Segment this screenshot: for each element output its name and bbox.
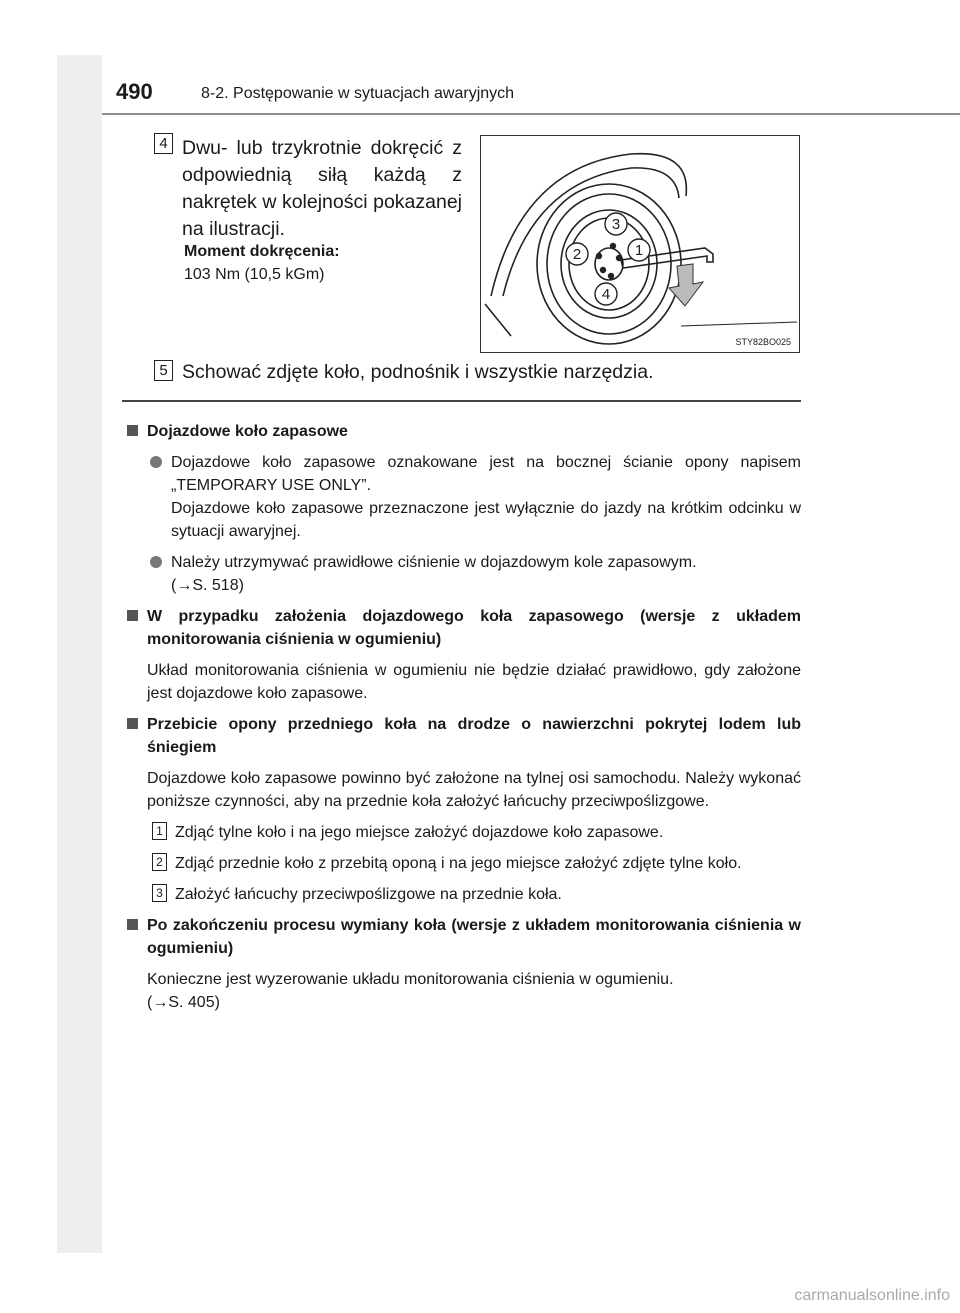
reset-tpms-text: Konieczne jest wyzerowanie układu monitorowania ciśnienia w ogumieniu. bbox=[147, 971, 674, 988]
step-number-badge: 3 bbox=[152, 884, 167, 902]
heading-after-wheel-change: Po zakończeniu procesu wymiany koła (wersje z układem monitorowania ciśnienia w ogumieniu) bbox=[125, 914, 801, 960]
heading-tpms-spare: W przypadku założenia dojazdowego koła zapasowego (wersje z układem monitorowania ciśnienia w ogumieniu) bbox=[125, 605, 801, 651]
step-number-badge: 1 bbox=[152, 822, 167, 840]
bullet-text: Należy utrzymywać prawidłowe ciśnienie w dojazdowym kole zapasowym. bbox=[171, 554, 697, 571]
illus-number-3: 3 bbox=[611, 216, 621, 233]
bullet-temporary-use bbox=[125, 451, 801, 497]
illus-number-2: 2 bbox=[572, 246, 582, 263]
step-5-text: Schować zdjęte koło, podnośnik i wszystkie narzędzia. bbox=[182, 361, 654, 383]
tpms-spare-text: Układ monitorowania ciśnienia w ogumieniu nie będzie działać prawidłowo, gdy założone jest dojazdowe koło zapasowe. bbox=[147, 662, 801, 702]
watermark: carmanualsonline.info bbox=[794, 1287, 950, 1304]
heading-front-puncture: Przebicie opony przedniego koła na drodze o nawierzchni pokrytej lodem lub śniegiem bbox=[125, 713, 801, 759]
wheel-drawing bbox=[481, 136, 800, 353]
illus-number-1: 1 bbox=[634, 242, 644, 259]
step-4-badge: 4 bbox=[154, 133, 173, 154]
page-reference-518: (→S. 518) bbox=[171, 577, 244, 594]
chapter-title: 8-2. Postępowanie w sytuacjach awaryjnych bbox=[201, 85, 515, 102]
step-number-badge: 2 bbox=[152, 853, 167, 871]
page-reference-405: (→S. 405) bbox=[147, 994, 220, 1011]
torque-value: 103 Nm (10,5 kGm) bbox=[184, 266, 325, 283]
step-5-badge: 5 bbox=[154, 360, 173, 381]
spare-wheel-usage-note: Dojazdowe koło zapasowe przeznaczone jest wyłącznie do jazdy na krótkim odcinku w sytuacji awaryjnej. bbox=[171, 500, 801, 540]
wheel-illustration bbox=[480, 135, 800, 353]
torque-label: Moment dokręcenia: bbox=[184, 243, 340, 260]
step-item bbox=[125, 821, 801, 844]
notes-content bbox=[125, 412, 801, 1014]
front-puncture-text: Dojazdowe koło zapasowe powinno być założone na tylnej osi samochodu. Należy wykonać poniższe czynności, aby na przednie koła założyć łańcuchy przeciwpoślizgowe. bbox=[147, 770, 801, 810]
step-text: Założyć łańcuchy przeciwpoślizgowe na przednie koła. bbox=[175, 886, 562, 903]
heading-spare-wheel: Dojazdowe koło zapasowe bbox=[125, 420, 801, 443]
header-rule bbox=[102, 113, 960, 115]
after-change-text bbox=[125, 968, 801, 1014]
page-number: 490 bbox=[116, 79, 153, 104]
section-rule bbox=[122, 400, 801, 402]
page-header bbox=[102, 70, 960, 110]
step-4-text: Dwu- lub trzykrotnie dokręcić z odpowiednią siłą każdą z nakrętek w kolejności pokazanej na ilustracji. bbox=[182, 137, 462, 240]
bullet-text: Dojazdowe koło zapasowe oznakowane jest na bocznej ścianie opony napisem „TEMPORARY USE ONLY”. bbox=[171, 454, 801, 494]
illus-number-4: 4 bbox=[601, 286, 611, 303]
step-item bbox=[125, 852, 801, 875]
illustration-code: STY82BO025 bbox=[735, 337, 791, 347]
step-text: Zdjąć przednie koło z przebitą oponą i na jego miejsce założyć zdjęte tylne koło. bbox=[175, 855, 742, 872]
bullet-tire-pressure bbox=[125, 551, 801, 597]
step-item bbox=[125, 883, 801, 906]
side-band bbox=[57, 55, 102, 1253]
step-text: Zdjąć tylne koło i na jego miejsce założyć dojazdowe koło zapasowe. bbox=[175, 824, 664, 841]
